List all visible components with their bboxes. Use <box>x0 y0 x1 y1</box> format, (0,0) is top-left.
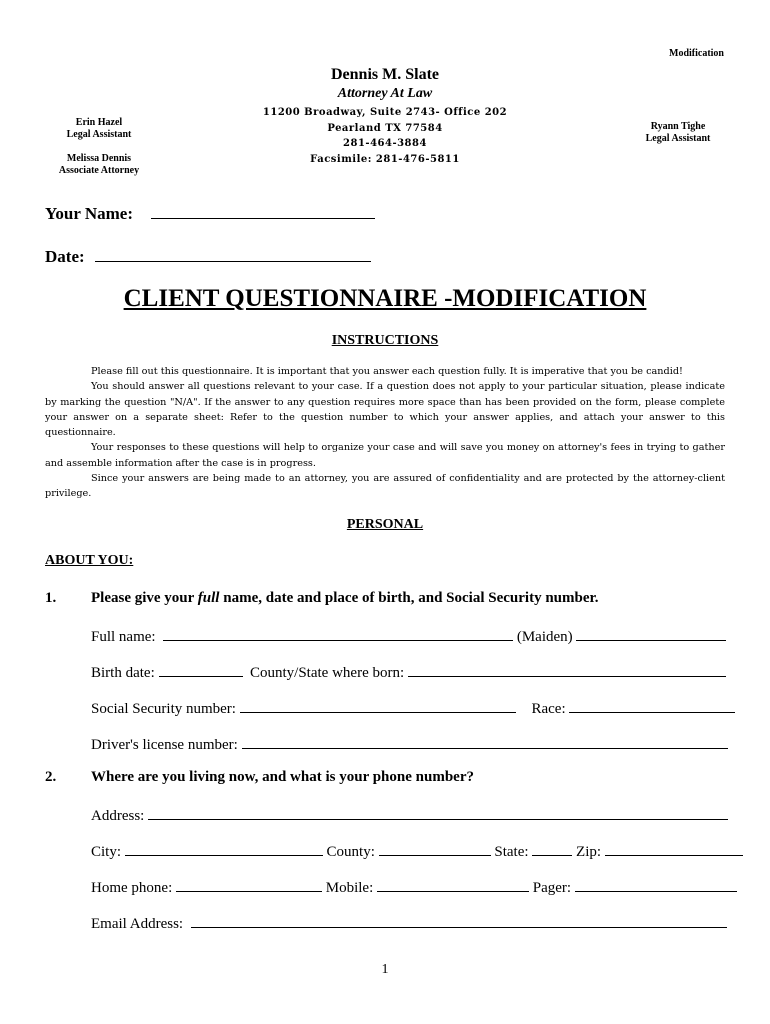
county-label: County: <box>326 844 375 860</box>
address-line-2: Pearland TX 77584 <box>327 122 443 134</box>
question-text: Please give your <box>91 590 198 606</box>
date-row <box>45 247 371 267</box>
pager-field[interactable] <box>575 877 737 892</box>
staff-left-2 <box>40 153 158 177</box>
question-2-text: Where are you living now, and what is your phone number? <box>91 769 474 785</box>
city-label: City: <box>91 844 122 860</box>
ssn-label: Social Security number: <box>91 701 236 717</box>
instructions-paragraph: Your responses to these questions will help to organize your case and will save you money on attorney's fees in trying to gather and assemble information after the case is in progress. <box>45 442 725 469</box>
license-field[interactable] <box>242 734 728 749</box>
race-field[interactable] <box>569 698 735 713</box>
facsimile-number: Facsimile: 281-476-5811 <box>310 153 460 165</box>
home-phone-field[interactable] <box>176 877 322 892</box>
page-number: 1 <box>381 962 389 977</box>
zip-field[interactable] <box>605 841 743 856</box>
maiden-name-field[interactable] <box>576 626 726 641</box>
license-label: Driver's license number: <box>91 737 238 753</box>
address-line-1: 11200 Broadway, Suite 2743- Office 202 <box>262 107 508 118</box>
birth-row <box>91 662 726 682</box>
date-field[interactable] <box>95 247 371 262</box>
your-name-row <box>45 204 375 224</box>
date-label: Date: <box>45 247 85 266</box>
city-row <box>91 841 743 861</box>
instructions-paragraph: Please fill out this questionnaire. It is important that you answer each question fully. It is imperative that you be candid! <box>91 366 683 377</box>
personal-heading: PERSONAL <box>346 517 424 532</box>
email-field[interactable] <box>191 913 727 928</box>
staff-name: Erin Hazel <box>75 117 123 128</box>
mobile-field[interactable] <box>377 877 529 892</box>
about-you-heading: ABOUT YOU: <box>45 553 134 568</box>
instructions-heading: INSTRUCTIONS <box>331 333 439 348</box>
full-name-field[interactable] <box>163 626 513 641</box>
county-field[interactable] <box>379 841 491 856</box>
instructions-paragraph: You should answer all questions relevant to your case. If a question does not apply to your particular situation, please indicate by marking the question "N/A". If the answer to any question requires more space than has been provided on the form, please complete your answer on a separate sheet: Refer to the question number to which your answer applies, and attach your answer to this questionnaire. <box>45 381 725 439</box>
pager-label: Pager: <box>532 880 572 896</box>
state-label: State: <box>494 844 529 860</box>
phone-number: 281-464-3884 <box>343 138 427 149</box>
home-phone-label: Home phone: <box>91 880 173 896</box>
full-name-label: Full name: <box>91 629 160 645</box>
city-field[interactable] <box>125 841 323 856</box>
question-1-text <box>91 590 599 607</box>
mobile-label: Mobile: <box>325 880 374 896</box>
phone-row <box>91 877 737 897</box>
address-label: Address: <box>91 808 145 824</box>
document-tag: Modification <box>669 48 724 59</box>
instructions-body <box>45 364 725 502</box>
ssn-field[interactable] <box>240 698 516 713</box>
email-label: Email Address: <box>91 916 187 932</box>
maiden-label: (Maiden) <box>516 629 573 645</box>
attorney-name: Dennis M. Slate <box>331 66 439 83</box>
your-name-field[interactable] <box>151 204 375 219</box>
county-state-label: County/State where born: <box>246 665 405 681</box>
question-text-emphasis: full <box>197 590 220 606</box>
attorney-title: Attorney At Law <box>337 86 433 101</box>
staff-name: Ryann Tighe <box>650 121 706 132</box>
staff-role: Legal Assistant <box>645 133 711 144</box>
state-field[interactable] <box>532 841 572 856</box>
staff-right <box>628 121 728 145</box>
zip-label: Zip: <box>576 844 602 860</box>
instructions-paragraph: Since your answers are being made to an attorney, you are assured of confidentiality and are protected by the attorney-client privilege. <box>45 473 725 500</box>
staff-role: Associate Attorney <box>58 165 140 176</box>
question-1-number: 1. <box>45 590 57 606</box>
staff-name: Melissa Dennis <box>66 153 132 164</box>
ssn-row <box>91 698 735 718</box>
staff-left-1 <box>40 117 158 141</box>
page-title: CLIENT QUESTIONNAIRE -MODIFICATION <box>123 285 647 312</box>
question-text: name, date and place of birth, and Social Security number. <box>219 590 599 606</box>
county-state-field[interactable] <box>408 662 726 677</box>
staff-role: Legal Assistant <box>66 129 132 140</box>
question-2-number: 2. <box>45 769 57 785</box>
birth-date-field[interactable] <box>159 662 243 677</box>
birth-date-label: Birth date: <box>91 665 155 681</box>
address-field[interactable] <box>148 805 728 820</box>
email-row <box>91 913 727 933</box>
address-row <box>91 805 728 825</box>
your-name-label: Your Name: <box>45 204 133 223</box>
license-row <box>91 734 728 754</box>
race-label: Race: <box>531 701 566 717</box>
full-name-row <box>91 626 726 646</box>
firm-address-block <box>230 105 540 167</box>
